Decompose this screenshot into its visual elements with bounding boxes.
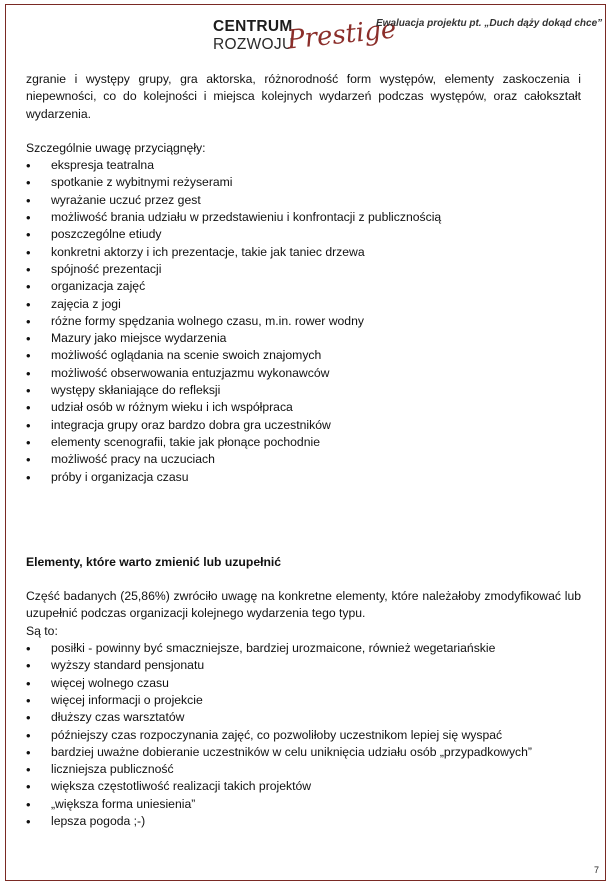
list-item: • dłuższy czas warsztatów — [26, 709, 581, 726]
section2-lead: Są to: — [26, 623, 58, 638]
list-item: • wyższy standard pensjonatu — [26, 657, 581, 674]
header-note: Ewaluacja projektu pt. „Duch dąży dokąd chce” — [376, 18, 603, 29]
section1-intro: zgranie i występy grupy, gra aktorska, różnorodność form występów, elementy zaskoczenia i niepewności, co do kolejności i miejsca kolejnych wydarzeń podczas występów, oraz całokształt wydarzenia. — [26, 72, 581, 121]
list-item: • Mazury jako miejsce wydarzenia — [26, 330, 581, 347]
list-item: • próby i organizacja czasu — [26, 469, 581, 486]
section1-lead: Szczególnie uwagę przyciągnęły: — [26, 140, 206, 155]
list-item: • możliwość pracy na uczuciach — [26, 451, 581, 468]
improvements-list — [26, 640, 581, 830]
list-item: • większa częstotliwość realizacji takich projektów — [26, 778, 581, 795]
list-item: • liczniejsza publiczność — [26, 761, 581, 778]
logo-line2: ROZWOJU — [213, 36, 294, 53]
list-item: • lepsza pogoda ;-) — [26, 813, 581, 830]
list-item: • bardziej uważne dobieranie uczestników w celu uniknięcia udziału osób „przypadkowych” — [26, 744, 581, 761]
list-item: • więcej wolnego czasu — [26, 675, 581, 692]
list-item: • możliwość oglądania na scenie swoich znajomych — [26, 347, 581, 364]
list-item: • integracja grupy oraz bardzo dobra gra uczestników — [26, 417, 581, 434]
list-item: • udział osób w różnym wieku i ich współpraca — [26, 399, 581, 416]
list-item: • różne formy spędzania wolnego czasu, m.in. rower wodny — [26, 313, 581, 330]
document-body — [26, 71, 581, 830]
logo-line1: CENTRUM — [213, 18, 293, 35]
list-item: • ekspresja teatralna — [26, 157, 581, 174]
logo — [207, 14, 398, 56]
section2-heading: Elementy, które warto zmienić lub uzupełnić — [26, 554, 282, 569]
list-item: • więcej informacji o projekcie — [26, 692, 581, 709]
list-item: • wyrażanie uczuć przez gest — [26, 192, 581, 209]
list-item: • elementy scenografii, takie jak płonące pochodnie — [26, 434, 581, 451]
list-item: • spójność prezentacji — [26, 261, 581, 278]
section2-intro: Część badanych (25,86%) zwróciło uwagę na konkretne elementy, które należałoby zmodyfikować lub uzupełnić podczas organizacji kolejnego wydarzenia tego typu. — [26, 589, 581, 621]
list-item: • występy skłaniające do refleksji — [26, 382, 581, 399]
list-item: • możliwość obserwowania entuzjazmu wykonawców — [26, 365, 581, 382]
page-number: 7 — [593, 865, 599, 875]
attractions-list — [26, 157, 581, 486]
list-item: • zajęcia z jogi — [26, 296, 581, 313]
list-item: • posiłki - powinny być smaczniejsze, bardziej urozmaicone, również wegetariańskie — [26, 640, 581, 657]
list-item: • „większa forma uniesienia” — [26, 796, 581, 813]
logo-script: Prestige — [285, 14, 398, 56]
list-item: • późniejszy czas rozpoczynania zajęć, co pozwoliłoby uczestnikom lepiej się wyspać — [26, 727, 581, 744]
list-item: • spotkanie z wybitnymi reżyserami — [26, 174, 581, 191]
list-item: • organizacja zajęć — [26, 278, 581, 295]
list-item: • konkretni aktorzy i ich prezentacje, takie jak taniec drzewa — [26, 244, 581, 261]
list-item: • możliwość brania udziału w przedstawieniu i konfrontacji z publicznością — [26, 209, 581, 226]
list-item: • poszczególne etiudy — [26, 226, 581, 243]
